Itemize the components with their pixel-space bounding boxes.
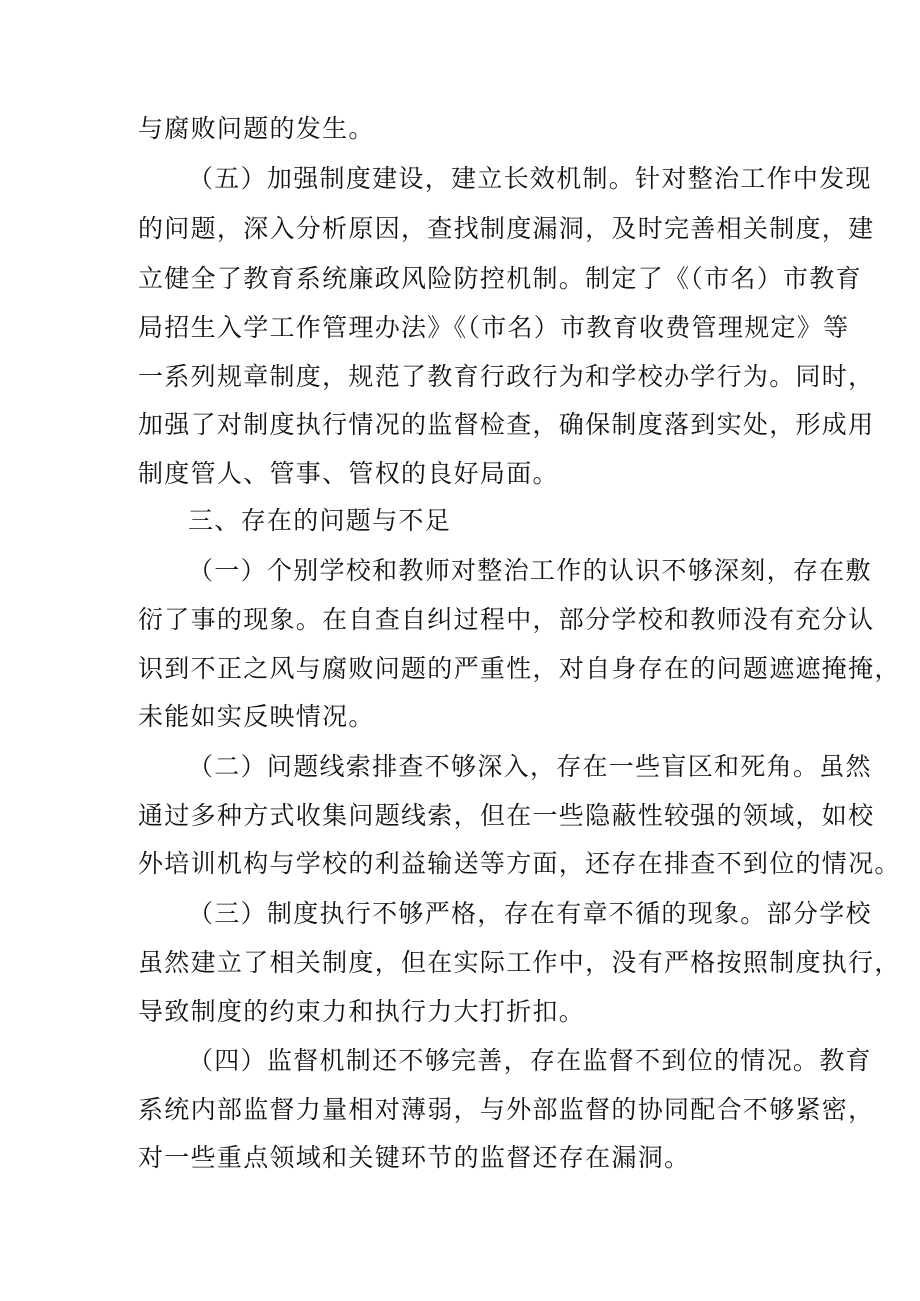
text-line: 外培训机构与学校的利益输送等方面，还存在排查不到位的情况。 [138,849,901,878]
text-line: 局招生入学工作管理办法》《（市名）市教育收费管理规定》等 [138,313,850,342]
text-line: 一系列规章制度，规范了教育行政行为和学校办学行为。同时， [138,362,875,391]
text-line: （二）问题线索排查不够深入，存在一些盲区和死角。虽然 [188,752,872,781]
text-line: 通过多种方式收集问题线索，但在一些隐蔽性较强的领域，如校 [138,801,875,830]
text-line: 系统内部监督力量相对薄弱，与外部监督的协同配合不够紧密， [138,1095,875,1124]
text-line: 的问题，深入分析原因，查找制度漏洞，及时完善相关制度，建 [138,214,875,243]
text-line: 对一些重点领域和关键环节的监督还存在漏洞。 [138,1143,691,1172]
text-line: （四）监督机制还不够完善，存在监督不到位的情况。教育 [188,1046,872,1075]
text-line: 衍了事的现象。在自查自纠过程中，部分学校和教师没有充分认 [138,605,875,634]
text-line: （三）制度执行不够严格，存在有章不循的现象。部分学校 [188,899,872,928]
text-line: 未能如实反映情况。 [138,702,375,731]
text-line: （五）加强制度建设，建立长效机制。针对整治工作中发现 [188,164,872,193]
text-line: 虽然建立了相关制度，但在实际工作中，没有严格按照制度执行， [138,948,901,977]
text-line: 识到不正之风与腐败问题的严重性，对自身存在的问题遮遮掩掩， [138,654,901,683]
text-line: 导致制度的约束力和执行力大打折扣。 [138,997,586,1026]
text-line: 立健全了教育系统廉政风险防控机制。制定了《（市名）市教育 [138,264,862,293]
text-line: 加强了对制度执行情况的监督检查，确保制度落到实处，形成用 [138,410,875,439]
text-line: （一）个别学校和教师对整治工作的认识不够深刻，存在敷 [188,556,872,585]
text-line: 与腐败问题的发生。 [138,114,375,143]
section-heading: 三、存在的问题与不足 [188,506,452,535]
text-line: 制度管人、管事、管权的良好局面。 [138,459,559,488]
